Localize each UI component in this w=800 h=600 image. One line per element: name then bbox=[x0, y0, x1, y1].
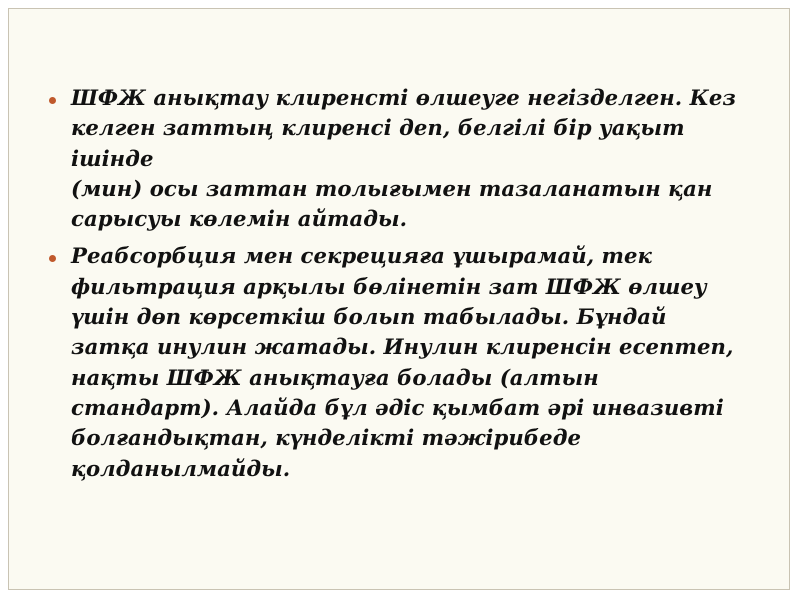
bullet-item-1 bbox=[49, 83, 749, 234]
bullet-dot-icon bbox=[49, 255, 56, 262]
bullet-list bbox=[49, 83, 749, 491]
slide-frame bbox=[8, 8, 790, 590]
bullet-text-1: ШФЖ анықтау клиренсті өлшеуге негізделген. Кез келген заттың клиренсі деп, белгілі бір уақыт ішінде (мин) осы заттан толығымен тазаланатын қан сарысуы көлемін айтады. bbox=[71, 85, 736, 232]
bullet-text-2: Реабсорбция мен секрецияға ұшырамай, тек фильтрация арқылы бөлінетін зат ШФЖ өлшеу үшін дөп көрсеткіш болып табылады. Бұндай затқа инулин жатады. Инулин клиренсін есептеп, нақты ШФЖ анықтауға болады (алтын стандарт). Алайда бұл әдіс қымбат әрі инвазивті болғандықтан, күнделікті тәжірибеде қолданылмайды. bbox=[71, 243, 734, 481]
bullet-item-2 bbox=[49, 241, 749, 483]
bullet-dot-icon bbox=[49, 97, 56, 104]
